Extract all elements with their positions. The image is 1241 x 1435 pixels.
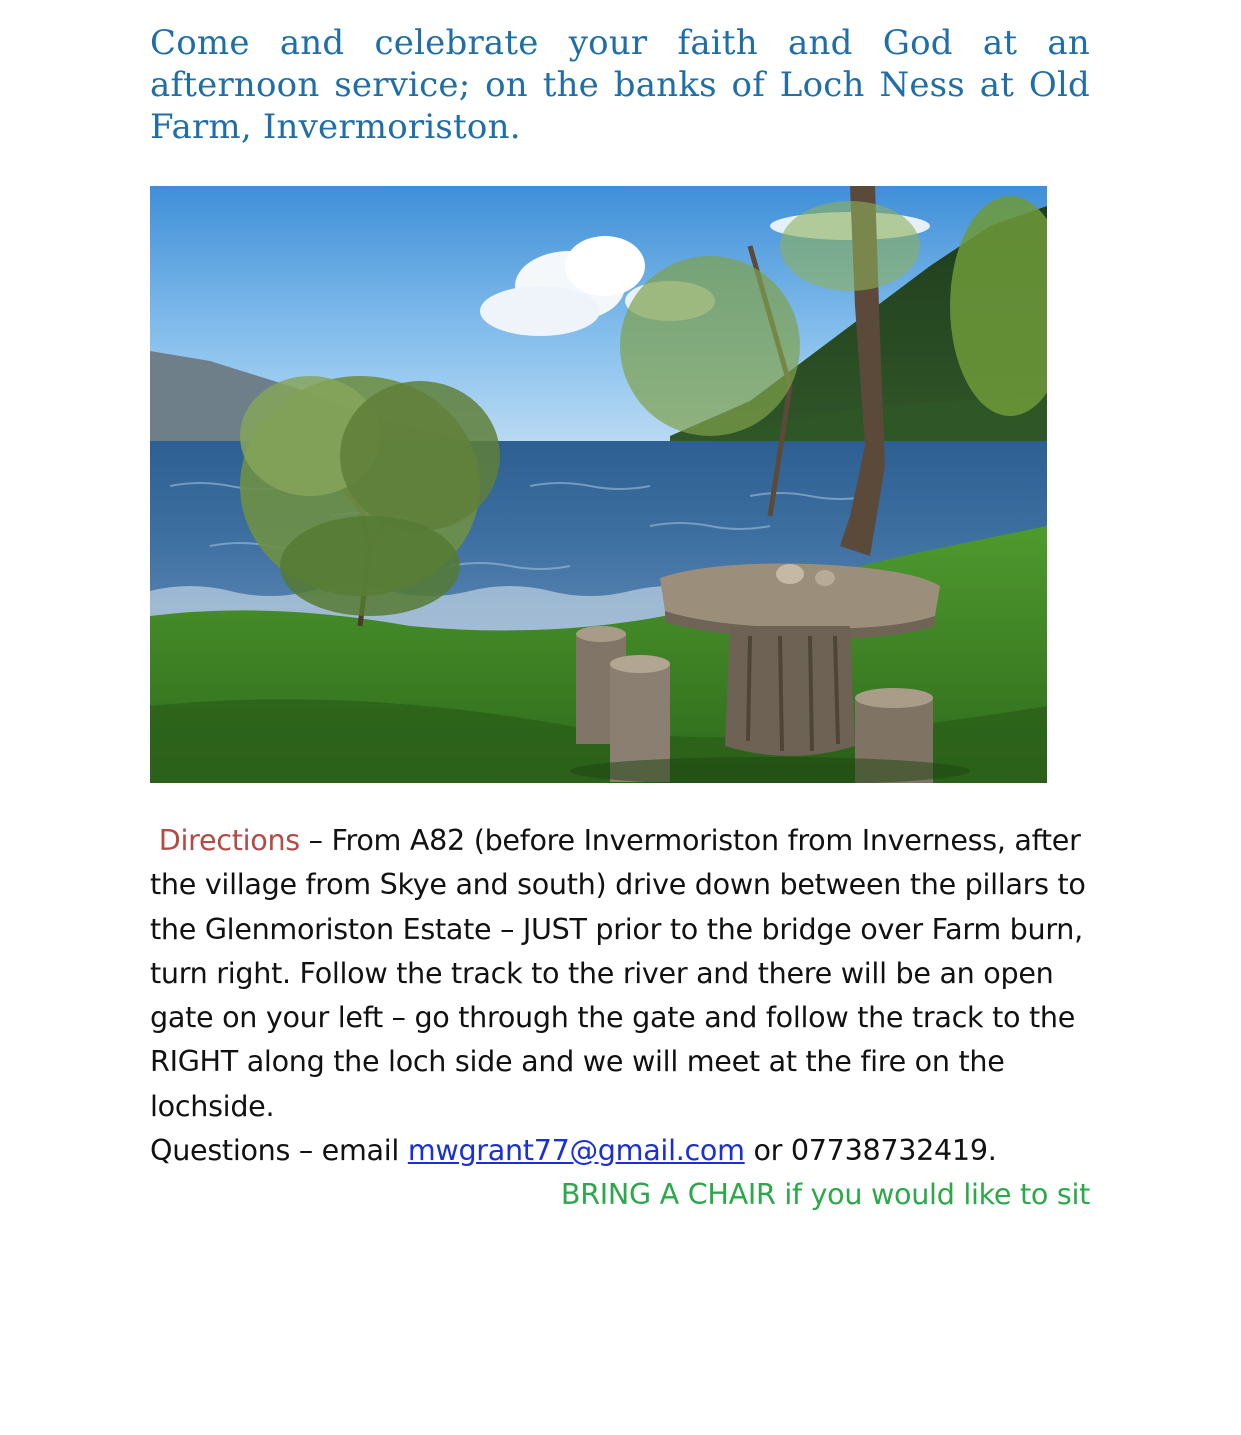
lochside-photo-icon (150, 186, 1047, 783)
directions-paragraph (150, 818, 1090, 1172)
questions-phone: or 07738732419. (744, 1133, 997, 1168)
directions-text: – From A82 (before Invermoriston from Inverness, after the village from Skye and south) drive down between the pillars to the Glenmoriston Estate – JUST prior to the bridge over Farm burn, turn right. Follow the track to the river and there will be an open gate on your left – go through the gate and follow the track to the RIGHT along the loch side and we will meet at the fire on the lochside. (150, 823, 1086, 1123)
contact-email-link[interactable]: mwgrant77@gmail.com (407, 1133, 745, 1168)
bring-chair-note: BRING A CHAIR if you would like to sit (560, 1177, 1090, 1211)
lochside-photo (150, 186, 1047, 783)
service-invitation-heading: Come and celebrate your faith and God at an afternoon service; on the banks of Loch Ness at Old Farm, Invermoriston. (150, 23, 1090, 147)
questions-prefix: Questions – email (150, 1133, 408, 1168)
directions-label: Directions (158, 823, 300, 857)
